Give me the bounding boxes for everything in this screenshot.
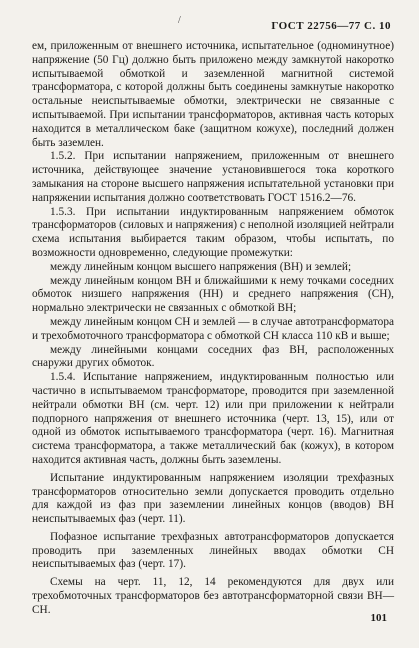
page-number: 101: [370, 612, 387, 625]
paragraph: Схемы на черт. 11, 12, 14 рекомендуются для двух или трехобмоточных трансформаторов без автотрансформаторной связи ВН—СН.: [32, 576, 394, 616]
paragraph: между линейным концом ВН и ближайшими к нему точками соседних обмоток низшего напряжения (НН) и среднего напряжения (СН), нормально электрически не связанных с обмоткой ВН;: [32, 274, 394, 315]
body-text: [32, 40, 394, 618]
paragraph: 1.5.3. При испытании индуктированным напряжением обмоток трансформаторов (силовых и напряжения) с неполной изоляцией нейтрали схема испытания выбирается таким образом, чтобы испытать, по возможности одновременно, следующие промежутки:: [32, 205, 394, 259]
paragraph: ем, приложенным от внешнего источника, испытательное (одноминутное) напряжение (50 Гц) должно быть приложено между замкнутой накоротко испытываемой обмоткой и заземленной магнитной системой трансформатора, с которой должны быть соединены замкнутые накоротко остальные неиспытываемые обмотки, электрически не связанные с испытываемой. При испытании трансформаторов, активная часть которых находится в металлическом баке (защитном кожухе), последний должен быть заземлен.: [32, 40, 394, 149]
page-header-standard: ГОСТ 22756—77 С. 10: [271, 20, 391, 32]
paragraph: Пофазное испытание трехфазных автотрансформаторов допускается проводить при заземленных линейных вводах обмотки СН неиспытываемых фаз (черт. 17).: [32, 530, 394, 571]
paragraph: между линейными концами соседних фаз ВН, расположенных снаружи других обмоток.: [32, 343, 394, 370]
paragraph: 1.5.4. Испытание напряжением, индуктированным полностью или частично в испытываемом трансформаторе, проводится при заземленной нейтрали обмотки ВН (см. черт. 12) или при приложении к нейтрали подпорного напряжения от внешнего источника (черт. 13, 15), или от одной из обмоток испытываемого трансформатора (черт. 16). Магнитная система трансформатора, а также металлический бак (кожух), в котором находится активная часть, должны быть заземлены.: [32, 371, 394, 466]
paragraph: между линейным концом СН и землей — в случае автотрансформатора и трехобмоточного трансформатора с обмоткой СН класса 110 кВ и выше;: [32, 315, 394, 342]
paragraph: между линейным концом высшего напряжения (ВН) и землей;: [50, 260, 352, 273]
paragraph: Испытание индуктированным напряжением изоляции трехфазных трансформаторов относительно земли допускается проводить отдельно для каждой из фаз при заземлении линейных концов (вводов) ВН неиспытываемых фаз (черт. 11).: [32, 471, 394, 526]
paragraph: 1.5.2. При испытании напряжением, приложенным от внешнего источника, действующее значение установившегося тока короткого замыкания на стороне высшего напряжения испытательной установки при напряжении испытания должно соответствовать ГОСТ 1516.2—76.: [32, 150, 394, 204]
margin-tick-mark: /: [178, 15, 181, 26]
